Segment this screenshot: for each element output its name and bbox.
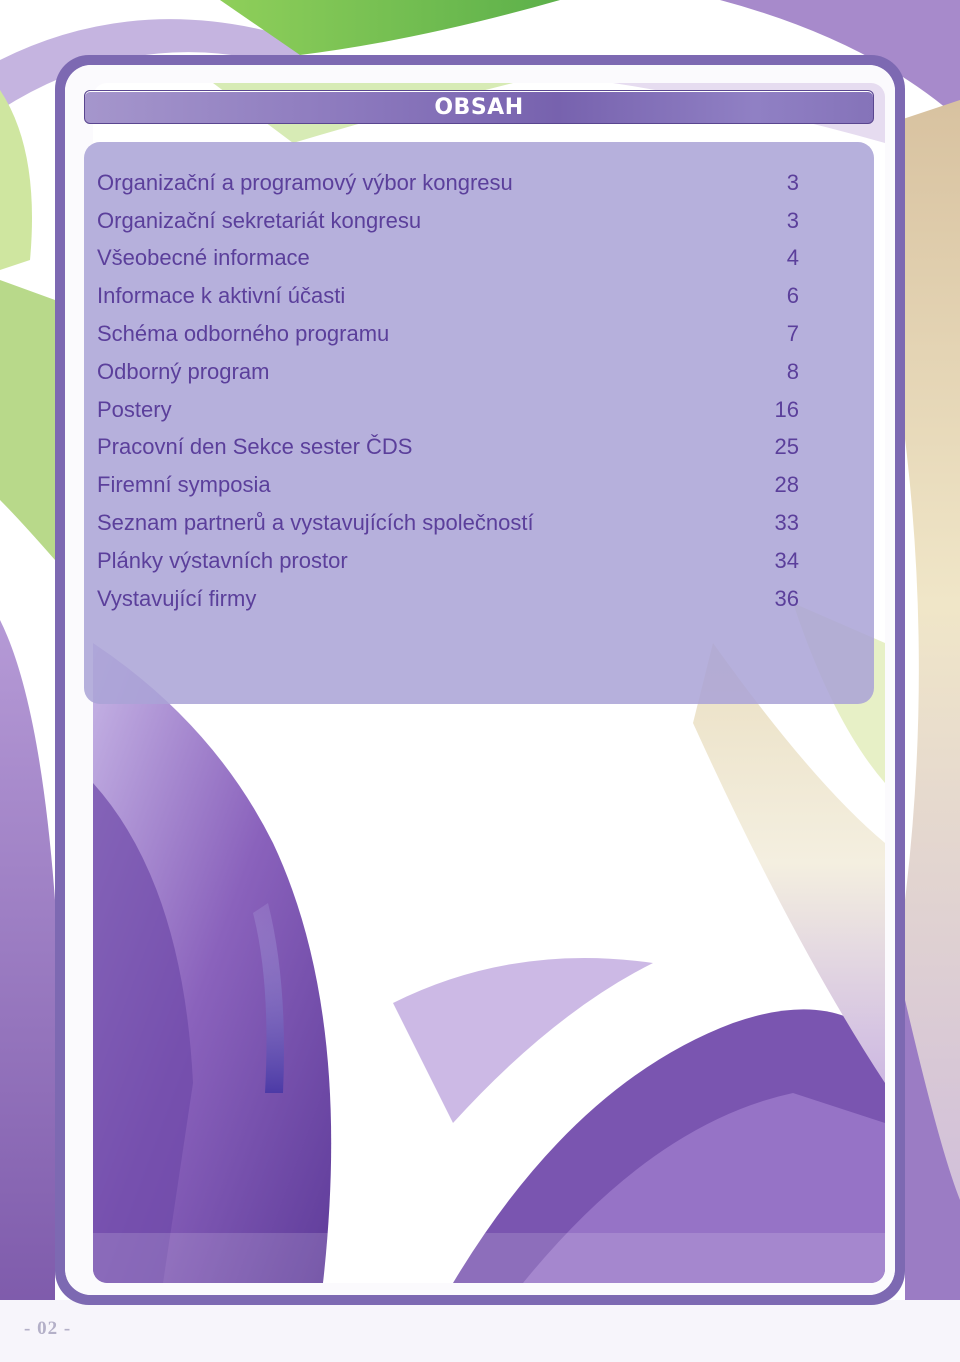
title-bar bbox=[84, 90, 874, 124]
toc-item[interactable] bbox=[97, 504, 799, 542]
toc-item-page: 3 bbox=[786, 169, 799, 195]
toc-item-page: 3 bbox=[786, 207, 799, 233]
page-title: OBSAH bbox=[434, 95, 524, 120]
toc-item[interactable] bbox=[97, 391, 799, 429]
toc-item[interactable] bbox=[97, 466, 799, 504]
toc-item[interactable] bbox=[97, 315, 799, 353]
page-number: - 02 - bbox=[24, 1318, 72, 1339]
toc-item-page: 25 bbox=[774, 434, 799, 460]
toc-item-label: Odborný program bbox=[97, 358, 270, 384]
toc-item[interactable] bbox=[97, 164, 799, 202]
toc-item-page: 8 bbox=[786, 358, 799, 384]
toc-item-page: 16 bbox=[774, 396, 799, 422]
toc-item-page: 34 bbox=[774, 547, 799, 573]
toc-item-page: 7 bbox=[786, 321, 799, 347]
toc-item[interactable] bbox=[97, 353, 799, 391]
toc-item-label: Organizační a programový výbor kongresu bbox=[97, 169, 513, 195]
toc-item[interactable] bbox=[97, 429, 799, 467]
toc-item[interactable] bbox=[97, 240, 799, 278]
toc-item-label: Informace k aktivní účasti bbox=[97, 283, 346, 309]
toc-item-label: Firemní symposia bbox=[97, 472, 271, 498]
toc-item[interactable] bbox=[97, 202, 799, 240]
toc-item-page: 36 bbox=[774, 585, 799, 611]
toc-item-label: Schéma odborného programu bbox=[97, 321, 390, 347]
toc-item-page: 6 bbox=[786, 283, 799, 309]
toc-item[interactable] bbox=[97, 542, 799, 580]
toc-list bbox=[97, 164, 799, 618]
toc-item-label: Postery bbox=[97, 396, 172, 422]
toc-item[interactable] bbox=[97, 580, 799, 618]
toc-item-page: 28 bbox=[774, 472, 799, 498]
toc-item-label: Pracovní den Sekce sester ČDS bbox=[97, 434, 413, 460]
toc-item-page: 33 bbox=[774, 510, 799, 536]
toc-item-label: Vystavující firmy bbox=[97, 585, 257, 611]
toc-item-label: Organizační sekretariát kongresu bbox=[97, 207, 422, 233]
toc-item-label: Plánky výstavních prostor bbox=[97, 547, 348, 573]
toc-item-label: Seznam partnerů a vystavujících společností bbox=[97, 510, 534, 536]
toc-item-page: 4 bbox=[786, 245, 799, 271]
toc-panel bbox=[84, 142, 874, 704]
toc-item-label: Všeobecné informace bbox=[97, 245, 310, 271]
toc-item[interactable] bbox=[97, 277, 799, 315]
